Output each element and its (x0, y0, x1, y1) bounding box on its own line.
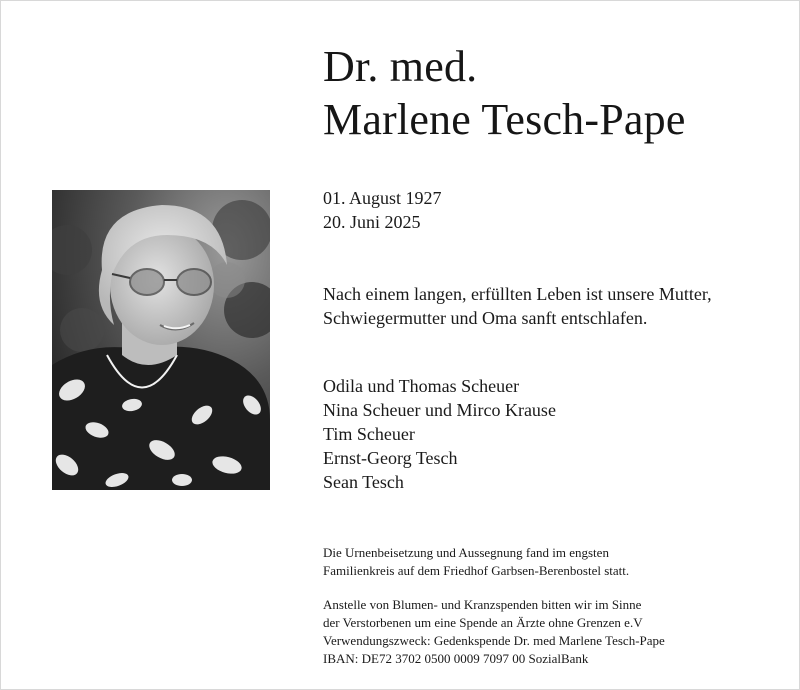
iban-line: IBAN: DE72 3702 0500 0009 7097 00 SozialBank (323, 651, 589, 666)
name-title: Dr. med. (323, 42, 478, 91)
message-line: Schwiegermutter und Oma sanft entschlafen. (323, 308, 648, 328)
notice-line: Verwendungszweck: Gedenkspende Dr. med Marlene Tesch-Pape (323, 633, 665, 648)
mourner-name: Sean Tesch (323, 472, 404, 492)
mourner-name: Odila und Thomas Scheuer (323, 376, 520, 396)
notice-line: Familienkreis auf dem Friedhof Garbsen-Berenbostel statt. (323, 563, 630, 578)
obituary-message (323, 282, 763, 330)
burial-notice (323, 544, 783, 580)
mourners-list (323, 374, 556, 494)
name-full: Marlene Tesch-Pape (323, 95, 686, 144)
mourner-name: Nina Scheuer und Mirco Krause (323, 400, 556, 420)
mourner-name: Ernst-Georg Tesch (323, 448, 458, 468)
notice-line: Die Urnenbeisetzung und Aussegnung fand im engsten (323, 545, 609, 560)
death-date: 20. Juni 2025 (323, 212, 421, 232)
message-line: Nach einem langen, erfüllten Leben ist unsere Mutter, (323, 284, 712, 304)
deceased-name (323, 40, 686, 146)
mourner-name: Tim Scheuer (323, 424, 415, 444)
life-dates (323, 186, 442, 234)
birth-date: 01. August 1927 (323, 188, 442, 208)
donation-notice (323, 596, 783, 668)
notice-line: Anstelle von Blumen- und Kranzspenden bitten wir im Sinne (323, 597, 642, 612)
notice-line: der Verstorbenen um eine Spende an Ärzte ohne Grenzen e.V (323, 615, 643, 630)
portrait-photo (52, 190, 270, 490)
